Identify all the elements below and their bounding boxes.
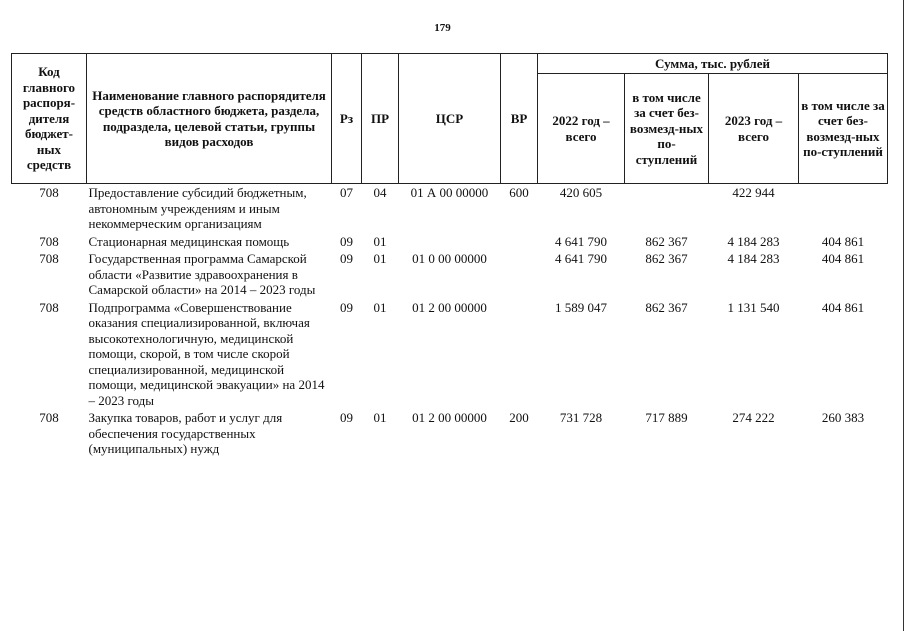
cell-name: Государственная программа Самарской области «Развитие здравоохранения в Самарской области» на 2014 – 2023 годы — [88, 251, 316, 297]
cell-2022-total: 1 589 047 — [555, 299, 607, 315]
cell-rz: 09 — [340, 299, 353, 315]
cell-pr: 01 — [373, 410, 387, 425]
cell-2022-free: 717 889 — [645, 410, 688, 425]
cell-vr — [501, 300, 538, 411]
cell-name: Стационарная медицинская помощь — [88, 233, 290, 249]
cell-csr: 01 2 00 00000 — [412, 299, 487, 315]
cell-2022-free: 862 367 — [645, 233, 688, 249]
cell-pr: 01 — [373, 299, 387, 315]
cell-2022-total: 4 641 790 — [555, 233, 607, 249]
cell-csr: 01 А 00 00000 — [410, 185, 489, 200]
table-row — [12, 184, 888, 234]
cell-name: Подпрограмма «Совершенствование оказания специализированной, включая высокотехнологичную, медицинской помощи, скорой, в том числе скорой специализированной, медицинской помощи, медицинской эвакуации» на 2014 – 2023 годы — [88, 299, 325, 408]
cell-name: Закупка товаров, работ и услуг для обеспечения государственных (муниципальных) нужд — [88, 410, 283, 456]
cell-rz: 09 — [340, 233, 353, 249]
header-csr: ЦСР — [399, 54, 501, 184]
cell-csr: 01 2 00 00000 — [412, 410, 487, 425]
header-pr: ПР — [362, 54, 399, 184]
header-2023-total: 2023 год – всего — [709, 74, 799, 184]
cell-2022-free: 862 367 — [645, 299, 688, 315]
cell-2023-total: 422 944 — [732, 185, 775, 200]
table-row — [12, 234, 888, 252]
cell-2023-free: 404 861 — [821, 251, 865, 266]
cell-rz: 09 — [340, 251, 353, 266]
table-header — [12, 54, 888, 184]
cell-2023-total: 4 184 283 — [727, 233, 780, 249]
table-row — [12, 251, 888, 300]
cell-2022-total: 4 641 790 — [555, 251, 607, 266]
cell-2023-total: 4 184 283 — [727, 251, 780, 266]
cell-2022-free: 862 367 — [645, 251, 688, 266]
header-name: Наименование главного распорядителя средств областного бюджета, раздела, подраздела, целевой статьи, группы видов расходов — [87, 54, 332, 184]
cell-name: Предоставление субсидий бюджетным, автономным учреждениям и иным некоммерческим организациям — [88, 185, 307, 231]
cell-2023-free — [799, 184, 888, 234]
header-2022-total: 2022 год – всего — [538, 74, 625, 184]
cell-rz: 09 — [340, 410, 353, 425]
header-2022-free: в том числе за счет без-возмезд-ных по-ступлений — [625, 74, 709, 184]
budget-table — [11, 53, 888, 459]
cell-2022-total: 420 605 — [559, 185, 603, 200]
cell-2022-total: 731 728 — [559, 410, 603, 425]
header-sum: Сумма, тыс. рублей — [538, 54, 888, 74]
cell-vr: 200 — [509, 410, 529, 425]
cell-vr: 600 — [509, 185, 529, 200]
header-vr: ВР — [501, 54, 538, 184]
cell-vr — [501, 251, 538, 300]
table-row — [12, 410, 888, 459]
cell-code: 708 — [39, 299, 59, 315]
cell-2023-free: 404 861 — [821, 299, 865, 315]
header-rz: Рз — [332, 54, 362, 184]
cell-pr: 04 — [373, 185, 387, 200]
table-row — [12, 300, 888, 411]
cell-2023-free: 404 861 — [821, 233, 865, 249]
table-body — [12, 184, 888, 459]
cell-vr — [501, 234, 538, 252]
cell-code: 708 — [39, 185, 59, 200]
cell-2023-total: 274 222 — [732, 410, 775, 425]
cell-rz: 07 — [340, 185, 353, 200]
cell-2023-total: 1 131 540 — [727, 299, 780, 315]
cell-pr: 01 — [373, 233, 387, 249]
cell-2023-free: 260 383 — [821, 410, 865, 425]
page-number: 179 — [434, 22, 451, 34]
cell-code: 708 — [39, 251, 59, 266]
cell-pr: 01 — [373, 251, 387, 266]
cell-2022-free — [625, 184, 709, 234]
header-code: Код главного распоря-дителя бюджет-ных средств — [12, 54, 87, 184]
header-2023-free: в том числе за счет без-возмезд-ных по-ступлений — [799, 74, 888, 184]
cell-csr: 01 0 00 00000 — [412, 251, 487, 266]
cell-code: 708 — [39, 410, 59, 425]
cell-code: 708 — [39, 233, 59, 249]
cell-csr — [399, 234, 501, 252]
page-edge-line — [903, 0, 904, 631]
